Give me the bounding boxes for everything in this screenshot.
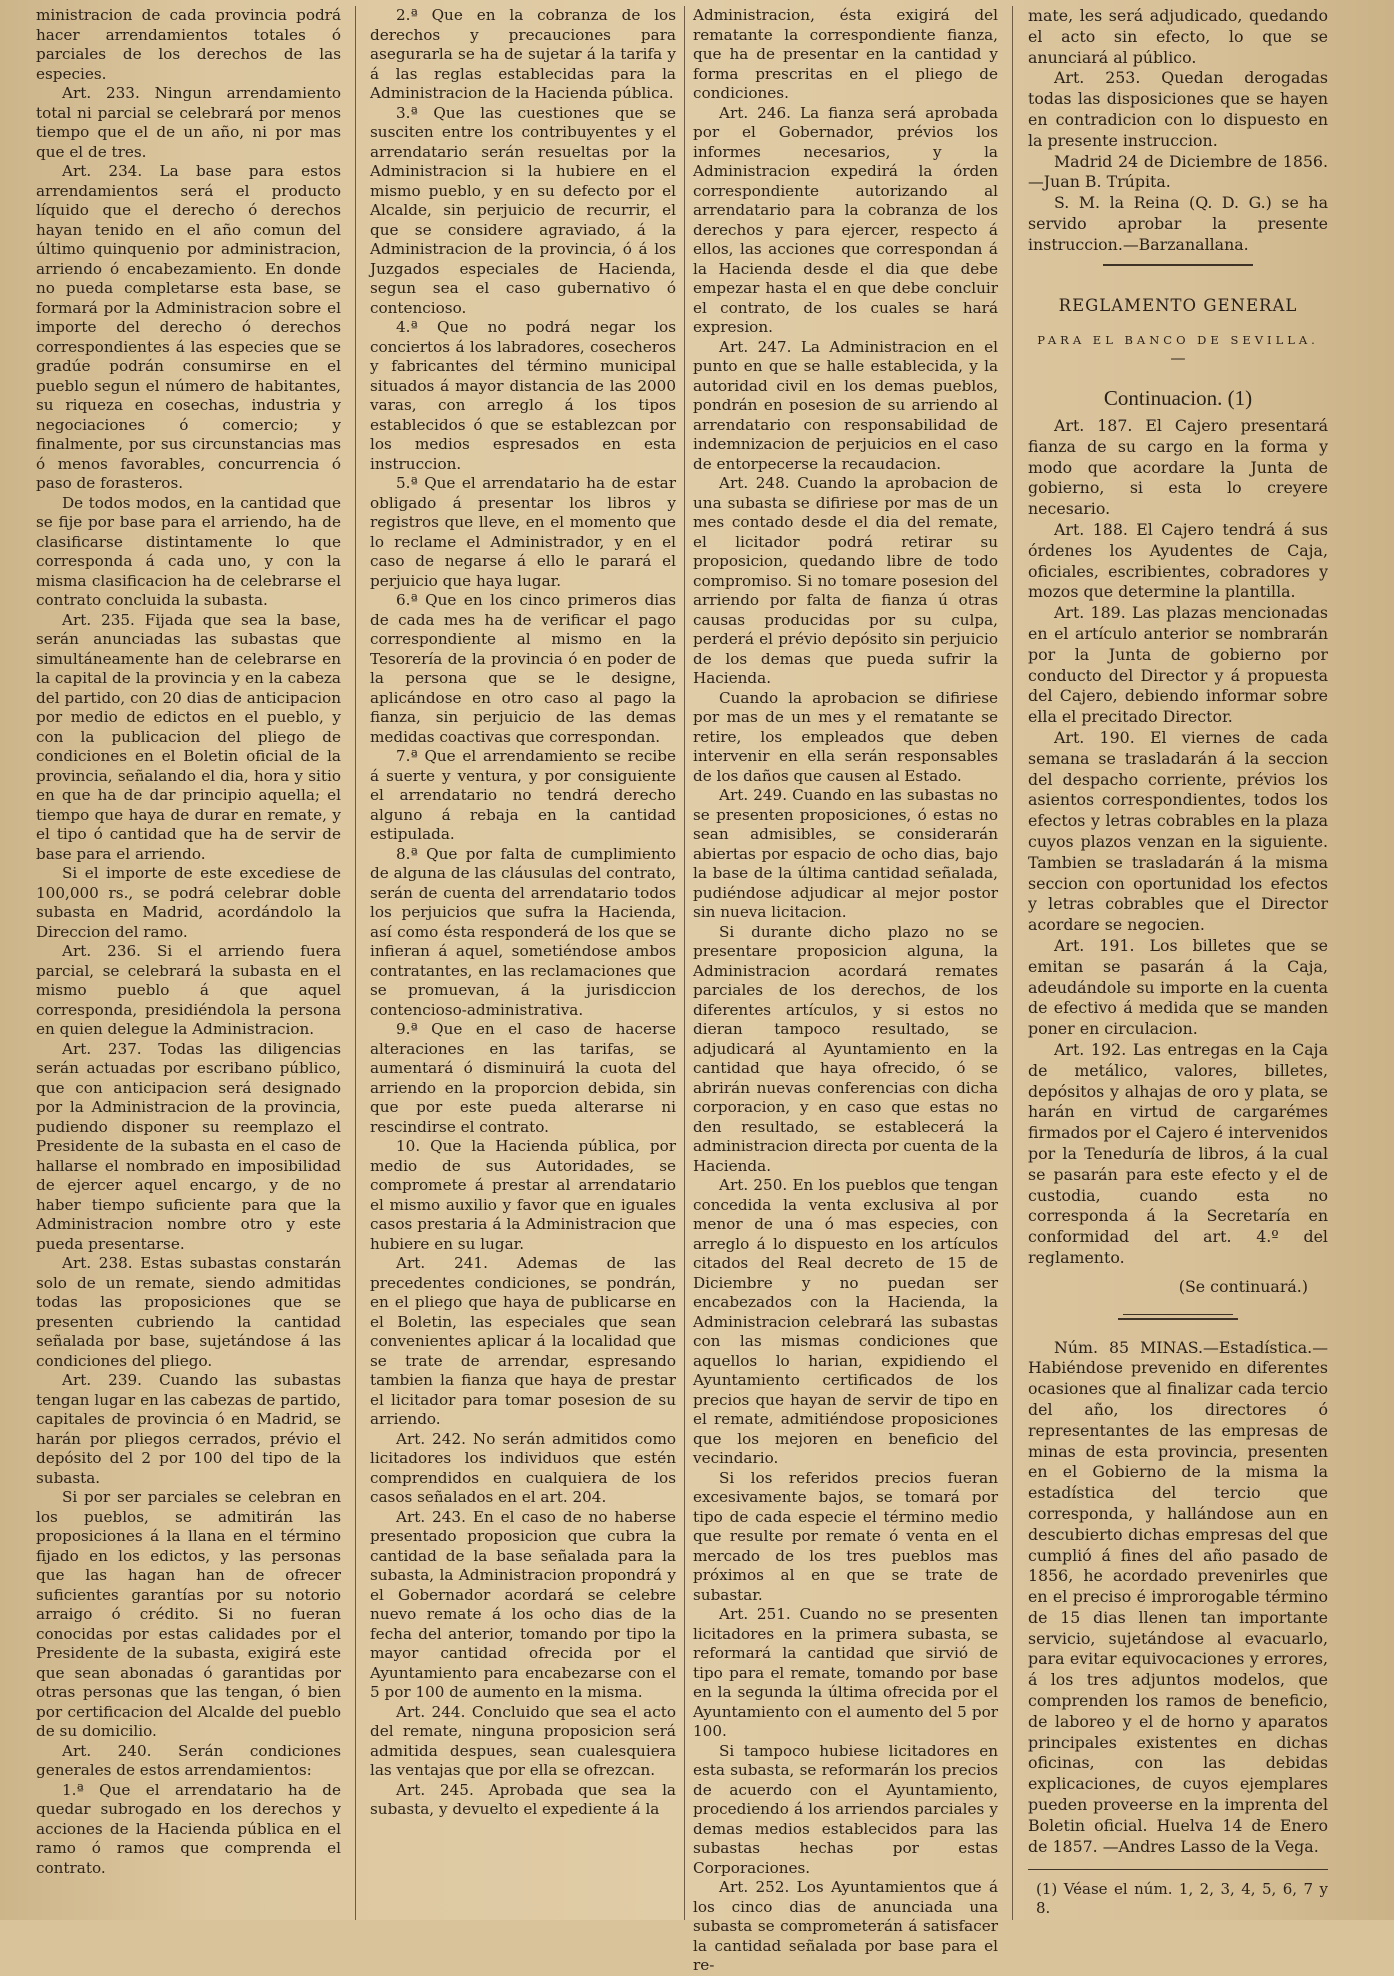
article-242: Art. 242. No serán admitidos como licitadores los individuos que estén comprendidos en cualquiera de los casos señalados en el art. 204. — [370, 1429, 676, 1506]
article-251: Art. 251. Cuando no se presenten licitadores en la primera subasta, se reformará la cantidad que sirvió de tipo para el remate, tomando por base en la segunda la última ofrecida por el Ayuntamiento con el aumento del 5 por 100. — [693, 1605, 998, 1740]
condition-2: 2.ª Que en la cobranza de los derechos y precauciones para asegurarla se ha de sujetar á la tarifa y á las reglas establecidas para la Administracion de la Hacienda pública. — [370, 6, 676, 102]
article-188: Art. 188. El Cajero tendrá á sus órdenes los Ayudentes de Caja, oficiales, escribientes, cobradores y mozos que determine la plantilla. — [1028, 520, 1328, 602]
article-246: Art. 246. La fianza será aprobada por el Gobernador, prévios los informes necesarios, y la Administracion expedirá la órden correspondiente autorizando al arrendatario para la cobranza de los derechos y para ejercer, respecto á ellos, las acciones que correspondan á la Hacienda desde el dia que debe empezar hasta el en que debe concluir el contrato, de los cuales se hará expresion. — [693, 103, 998, 336]
article-234: Art. 234. La base para estos arrendamientos será el producto líquido que el derecho ó derechos hayan tenido en el año comun del último quinquenio por administracion, arriendo ó encabezamiento. En donde no pueda completarse esta base, se formará por la Administracion sobre el importe del derecho ó derechos correspondientes á las especies que se gradúe podrán consumirse en el pueblo segun el número de habitantes, su riqueza en cosechas, industria y negociaciones ó comercio; y finalmente, por sus circunstancias mas ó menos favorables, concurrencia ó paso de forasteros. — [36, 162, 341, 492]
separator — [1118, 1318, 1238, 1320]
condition-1: 1.ª Que el arrendatario ha de quedar subrogado en los derechos y acciones de la Hacienda pública en el ramo ó ramos que comprenda el contrato. — [36, 1780, 341, 1877]
condition-6: 6.ª Que en los cinco primeros dias de cada mes ha de verificar el pago correspondiente al mismo en la Tesorería de la provincia ó en poder de la persona que se le designe, aplicándose en otro caso al pago la fianza, sin perjuicio de las demas medidas coactivas que correspondan. — [370, 591, 676, 746]
column-2 — [370, 6, 676, 1920]
condition-9: 9.ª Que en el caso de hacerse alteraciones en las tarifas, se aumentará ó disminuirá la cuota del arriendo en la proporcion debida, sin que por este pueda alterarse ni rescindirse el contrato. — [370, 1020, 676, 1136]
article-248: Art. 248. Cuando la aprobacion de una subasta se difiriese por mas de un mes contado desde el dia del remate, el licitador podrá retirar su proposicion, quedando libre de todo compromiso. Si no tomare posesion del arriendo por falta de fianza ú otras causas producidas por su culpa, perderá el prévio depósito sin perjuicio de los demas que pueda sufrir la Hacienda. — [693, 474, 998, 687]
column-rule — [684, 6, 685, 1920]
condition-3: 3.ª Que las cuestiones que se susciten entre los contribuyentes y el arrendatario serán resueltas por la Administracion si la hubiere en el mismo pueblo, y en su defecto por el Alcalde, sin perjuicio de recurrir, el que se considere agraviado, á la Administracion de la provincia, ó á los Juzgados especiales de Hacienda, segun sea el caso gubernativo ó contencioso. — [370, 103, 676, 317]
article-250: Art. 250. En los pueblos que tengan concedida la venta exclusiva al por menor de una ó mas especies, con arreglo á lo dispuesto en los artículos citados del Real decreto de 15 de Diciembre y no puedan ser encabezados con la Hacienda, la Administracion celebrará las subastas con las mismas condiciones que aquellos lo harian, expidiendo el Ayuntamiento certificados de los precios que hayan de servir de tipo en el remate, admitiéndose proposiciones que los mejoren en beneficio del vecindario. — [693, 1176, 998, 1467]
article-241: Art. 241. Ademas de las precedentes condiciones, se pondrán, en el pliego que haya de publicarse en el Boletin, las especiales que sean convenientes aplicar á la localidad que se trate de arrendar, espresando tambien la fianza que haya de prestar el licitador para tomar posesion de su arriendo. — [370, 1254, 676, 1428]
paragraph: Si tampoco hubiese licitadores en esta subasta, se reformarán los precios de acuerdo con el Ayuntamiento, procediendo á los arriendos parciales y demas medios establecidos para las subastas hechas por estas Corporaciones. — [693, 1741, 998, 1877]
article-245: Art. 245. Aprobada que sea la subasta, y devuelto el expediente á la — [370, 1780, 676, 1818]
minas-notice: Núm. 85 MINAS.—Estadística.—Habiéndose prevenido en diferentes ocasiones que al finalizar cada tercio del año, los directores ó representantes de las empresas de minas de esta provincia, presenten en el Gobierno de la misma la estadística del tercio que corresponda, y hallándose aun en descubierto dichas empresas del que cumplió á fines del año pasado de 1856, he acordado prevenirles que en el preciso é improrogable término de 15 dias llenen tan importante servicio, sujetándose al evacuarlo, para evitar equivocaciones y errores, á los tres adjuntos modelos, que comprenden los ramos de beneficio, de laboreo y el de horno y aparatos principales existentes en dichas oficinas, con las debidas explicaciones, de cuyos ejemplares pueden proveerse en la imprenta del Boletin oficial. Huelva 14 de Enero de 1857. —Andres Lasso de la Vega. — [1028, 1337, 1328, 1856]
condition-5: 5.ª Que el arrendatario ha de estar obligado á presentar los libros y registros que lleve, en el momento que lo reclame el Administrador, y en el caso de negarse á ello le parará el perjuicio que haya lugar. — [370, 474, 676, 590]
article-237: Art. 237. Todas las diligencias serán actuadas por escribano público, que con anticipacion será designado por la Administracion de la provincia, pudiendo disponer su reemplazo el Presidente de la subasta en el caso de hallarse el nombrado en imposibilidad de ejercer aquel encargo, y de no haber tiempo suficiente para que la Administracion nombre otro y este pueda presentarse. — [36, 1039, 341, 1253]
paragraph: Si por ser parciales se celebran en los pueblos, se admitirán las proposiciones á la llana en el término fijado en los edictos, y las personas que las hagan han de ofrecer suficientes garantías por su notorio arraigo ó crédito. Si no fueran conocidas por estas calidades por el Presidente de la subasta, exigirá este que sean abonadas ó garantidas por otras personas que las tengan, ó bien por certificacion del Alcalde del pueblo de su domicilio. — [36, 1488, 341, 1740]
paragraph: Administracion, ésta exigirá del rematante la correspondiente fianza, que ha de presentar en la cantidad y forma prescritas en el pliego de condiciones. — [693, 6, 998, 102]
column-4 — [1028, 6, 1328, 1920]
article-253: Art. 253. Quedan derogadas todas las disposiciones que se hayen en contradicion con lo dispuesto en la presente instruccion. — [1028, 68, 1328, 150]
reglamento-subtitle: PARA EL BANCO DE SEVILLA. — [1037, 333, 1319, 348]
article-190: Art. 190. El viernes de cada semana se trasladarán á la seccion del despacho corriente, prévios los asientos correspondientes, todos los efectos y letras cobrables en la plaza cuyos plazos venzan en la siguiente. Tambien se trasladarán á la misma seccion con oportunidad los efectos y letras cobrables que el Director acordare se negocien. — [1028, 728, 1328, 935]
article-244: Art. 244. Concluido que sea el acto del remate, ninguna proposicion será admitida despues, sean cualesquiera las ventajas que por ella se ofrezcan. — [370, 1702, 676, 1779]
dash: — — [1170, 348, 1186, 367]
paragraph: Si los referidos precios fueran excesivamente bajos, se tomará por tipo de cada especie el término medio que resulte por remate ó venta en el mercado de los tres pueblos mas próximos al en que se trate de subastar. — [693, 1468, 998, 1604]
paragraph: Si durante dicho plazo no se presentare proposicion alguna, la Administracion acordará remates parciales de los derechos, de los diferentes artículos, y si estos no dieran tampoco resultado, se adjudicará al Ayuntamiento en la cantidad que haya ofrecido, ó se abrirán nuevas conferencias con dicha corporacion, y en caso que estas no den resultado, se establecerá la administracion directa por cuenta de la Hacienda. — [693, 922, 998, 1175]
footnote: (1) Véase el núm. 1, 2, 3, 4, 5, 6, 7 y 8. — [1036, 1880, 1328, 1918]
article-192: Art. 192. Las entregas en la Caja de metálico, valores, billetes, depósitos y alhajas de oro y plata, se harán en virtud de cargarémes firmados por el Cajero é intervenidos por la Teneduría de libros, á la cual se pasarán para este efecto y el de custodia, cuando esta no corresponda á la Secretaría en conformidad del art. 4.º del reglamento. — [1028, 1039, 1328, 1267]
paragraph: De todos modos, en la cantidad que se fije por base para el arriendo, ha de clasificarse distintamente lo que corresponda á cada uno, y con la misma clasificacion ha de celebrarse el contrato concluida la subasta. — [36, 493, 341, 609]
article-235: Art. 235. Fijada que sea la base, serán anunciadas las subastas que simultáneamente han de celebrarse en la capital de la provincia y en la cabeza del partido, con 20 dias de anticipacion por medio de edictos en el pueblo, y con la publicacion del pliego de condiciones en el Boletin oficial de la provincia, señalando el dia, hora y sitio en que ha de dar principio aquella; el tiempo que haya de durar en remate, y el tipo ó cantidad que ha de servir de base para el arriendo. — [36, 610, 341, 863]
condition-10: 10. Que la Hacienda pública, por medio de sus Autoridades, se compromete á prestar al arrendatario el mismo auxilio y favor que en iguales casos prestaria á la Administracion que hubiere en su lugar. — [370, 1137, 676, 1253]
article-249: Art. 249. Cuando en las subastas no se presenten proposiciones, ó estas no sean admisibles, se considerarán abiertas por espacio de ocho dias, bajo la base de la última cantidad señalada, pudiéndose adjudicar al mejor postor sin nueva licitacion. — [693, 786, 998, 921]
article-252: Art. 252. Los Ayuntamientos que á los cinco dias de anunciada una subasta se comprometerán á satisfacer la cantidad señalada por base para el re- — [693, 1878, 998, 1974]
paragraph: ministracion de cada provincia podrá hacer arrendamientos totales ó parciales de los derechos de las especies. — [36, 6, 341, 83]
column-rule — [1012, 6, 1013, 1920]
paragraph: Si el importe de este excediese de 100,000 rs., se podrá celebrar doble subasta en Madrid, acordándolo la Direccion del ramo. — [36, 864, 341, 941]
footnote-rule — [1028, 1869, 1328, 1870]
article-187: Art. 187. El Cajero presentará fianza de su cargo en la forma y modo que acordare la Junta de gobierno, si esta lo creyere necesario. — [1028, 416, 1328, 519]
article-236: Art. 236. Si el arriendo fuera parcial, se celebrará la subasta en el mismo pueblo á que aquel corresponda, presidiéndola la persona en quien delegue la Administracion. — [36, 942, 341, 1038]
article-239: Art. 239. Cuando las subastas tengan lugar en las cabezas de partido, capitales de provincia ó en Madrid, se harán por pliegos cerrados, prévio el depósito del 2 por 100 del tipo de la subasta. — [36, 1371, 341, 1487]
paragraph: mate, les será adjudicado, quedando el acto sin efecto, lo que se anunciará al público. — [1028, 6, 1328, 67]
article-247: Art. 247. La Administracion en el punto en que se halle establecida, y la autoridad civil en los demas pueblos, pondrán en posesion de su arriendo al arrendatario con responsabilidad de indemnizacion de perjuicios en el caso de entorpecerse la recaudacion. — [693, 337, 998, 473]
article-238: Art. 238. Estas subastas constarán solo de un remate, siendo admitidas todas las proposiciones que se presenten cubriendo la cantidad señalada por base, sujetándose á las condiciones del pliego. — [36, 1254, 341, 1370]
article-243: Art. 243. En el caso de no haberse presentado proposicion que cubra la cantidad de la base señalada para la subasta, la Administracion propondrá y el Gobernador acordará se celebre nuevo remate á los ocho dias de la fecha del anterior, tomando por tipo la mayor cantidad ofrecida por el Ayuntamiento para encabezarse con el 5 por 100 de aumento en la misma. — [370, 1507, 676, 1701]
condition-8: 8.ª Que por falta de cumplimiento de alguna de las cláusulas del contrato, serán de cuenta del arrendatario todos los perjuicios que sufra la Hacienda, así como ésta responderá de los que se infieran á aquel, sometiéndose ambos contratantes, en las reclamaciones que se promuevan, á la jurisdiccion contencioso-administrativa. — [370, 844, 676, 1019]
reglamento-title: REGLAMENTO GENERAL — [1058, 295, 1298, 315]
separator — [1123, 1314, 1233, 1315]
continue-note: (Se continuará.) — [1178, 1276, 1308, 1296]
article-191: Art. 191. Los billetes que se emitan se pasarán á la Caja, adeudándole su importe en la cuenta de efectivo á medida que se manden poner en circulacion. — [1028, 935, 1328, 1039]
royal-approval: S. M. la Reina (Q. D. G.) se ha servido aprobar la presente instruccion.—Barzanallana. — [1028, 193, 1328, 254]
separator — [1103, 264, 1253, 266]
paragraph: Cuando la aprobacion se difiriese por mas de un mes y el rematante se retire, los empleados que deben intervenir en ella serán responsables de los daños que causen al Estado. — [693, 688, 998, 785]
column-3 — [693, 6, 998, 1974]
column-area — [0, 6, 1394, 1974]
column-1 — [36, 6, 341, 1920]
condition-7: 7.ª Que el arrendamiento se recibe á suerte y ventura, y por consiguiente el arrendatario no tendrá derecho alguno á rebaja en la cantidad estipulada. — [370, 747, 676, 843]
article-189: Art. 189. Las plazas mencionadas en el artículo anterior se nombrarán por la Junta de gobierno por conducto del Director y á propuesta del Cajero, debiendo informar sobre ella el precitado Director. — [1028, 603, 1328, 727]
signature-date: Madrid 24 de Diciembre de 1856.—Juan B. Trúpita. — [1028, 151, 1328, 192]
continuation-heading: Continuacion. (1) — [1103, 385, 1253, 410]
condition-4: 4.ª Que no podrá negar los conciertos á los labradores, cosecheros y fabricantes del término municipal situados á mayor distancia de las 2000 varas, con arreglo á los tipos establecidos ó que se establezcan por los medios espresados en esta instruccion. — [370, 318, 676, 473]
article-233: Art. 233. Ningun arrendamiento total ni parcial se celebrará por menos tiempo que el de un año, ni por mas que el de tres. — [36, 84, 341, 161]
article-240: Art. 240. Serán condiciones generales de estos arrendamientos: — [36, 1741, 341, 1779]
column-rule — [355, 6, 356, 1920]
